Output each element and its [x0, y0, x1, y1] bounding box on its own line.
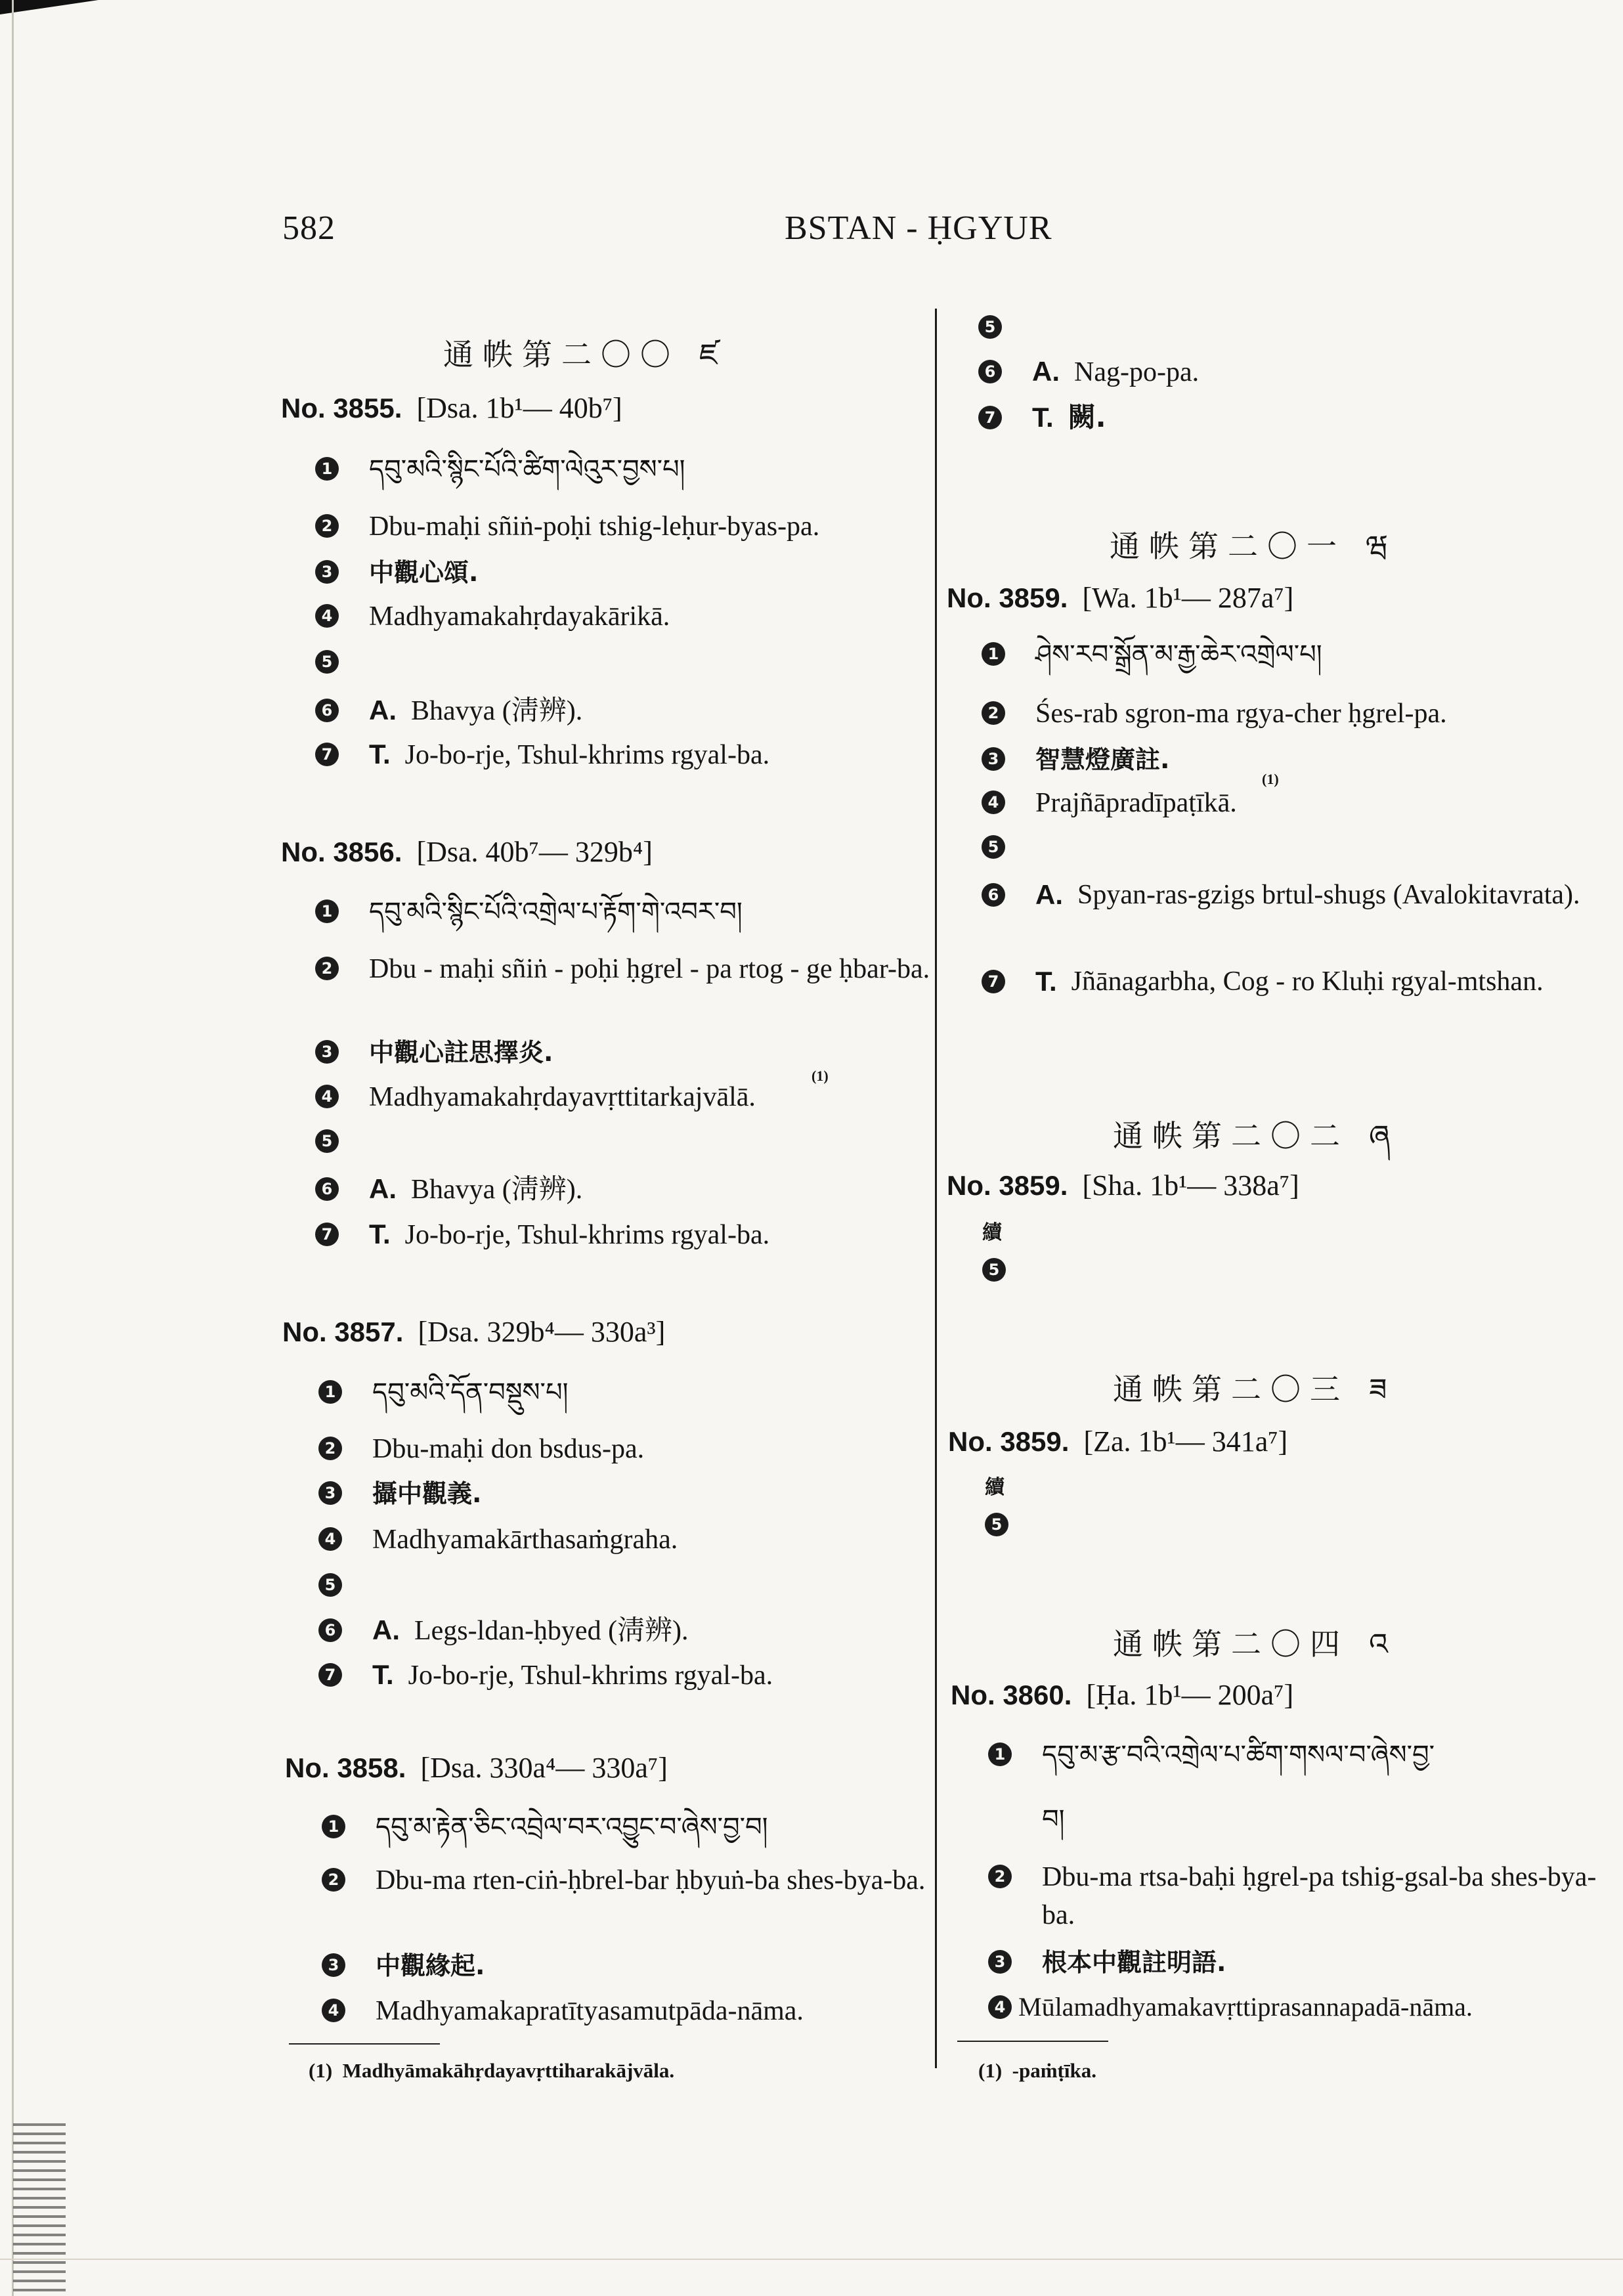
section-tibetan-letter: ཞ	[1369, 1118, 1391, 1154]
section-label: 通帙第二〇〇	[443, 337, 680, 372]
column-divider	[935, 309, 937, 2068]
tibetan-text: དབུ་མའི་སྙིང་པོའི་འགྲེལ་པ་རྟོག་གེ་འབར་བ།	[369, 897, 743, 927]
entry-heading	[282, 1315, 665, 1349]
entry-number: No. 3857.	[282, 1316, 404, 1347]
translator-text: Jo-bo-rje, Tshul-khrims rgyal-ba.	[408, 1660, 773, 1691]
field-marker-icon: 3	[988, 1950, 1012, 1974]
author	[315, 691, 582, 730]
entry-number: No. 3860.	[951, 1679, 1072, 1710]
empty-field	[982, 829, 1035, 867]
field-marker-icon: 7	[982, 970, 1005, 993]
section-tibetan-letter: འ	[1369, 1626, 1388, 1662]
section-label: 通帙第二〇三	[1113, 1372, 1349, 1407]
scan-corner-mark	[0, 0, 98, 14]
author-label: A.	[369, 1173, 397, 1204]
field-marker-icon: 3	[982, 747, 1005, 771]
sanskrit-text: Mūlamadhyamakavṛttiprasannapadā-nāma.	[1018, 1992, 1473, 2022]
sanskrit-title	[318, 1521, 678, 1559]
tibetan-title	[318, 1374, 568, 1412]
tibetan-text: ཤེས་རབ་སྒྲོན་མ་རྒྱ་ཆེར་འགྲེལ་པ།	[1035, 639, 1322, 670]
author-label: A.	[1035, 879, 1063, 910]
field-marker-icon: 2	[315, 514, 339, 538]
transliteration	[322, 1861, 953, 1899]
tibetan-title	[322, 1808, 768, 1846]
scan-bottom-edge	[0, 2259, 1623, 2260]
footnote-mark: (1)	[309, 2059, 333, 2082]
chinese-text: 中觀心註思擇炎.	[369, 1038, 553, 1067]
sanskrit-text: Prajñāpradīpaṭīkā.	[1035, 788, 1237, 818]
sanskrit-title	[315, 597, 670, 636]
author-text: Bhavya (淸辨).	[411, 696, 583, 726]
section-label: 通帙第二〇四	[1113, 1626, 1349, 1662]
field-marker-icon: 3	[322, 1953, 345, 1977]
entry-heading	[285, 1751, 668, 1785]
sanskrit-title	[982, 784, 1237, 822]
author-text: Spyan-ras-gzigs brtul-shugs (Avalokitavrata).	[1077, 880, 1580, 910]
author	[318, 1611, 689, 1650]
continued-mark: 續	[985, 1476, 1005, 1499]
field-marker-icon: 1	[982, 642, 1005, 666]
transliteration-text: Dbu - maḥi sñiṅ - poḥi ḥgrel - pa rtog - ge ḥbar-ba.	[369, 954, 930, 984]
entry-heading	[947, 1169, 1299, 1202]
transliteration	[982, 695, 1447, 733]
folio-reference: [Dsa. 329b⁴— 330a³]	[418, 1316, 666, 1348]
translator-label: T.	[372, 1659, 394, 1690]
chinese-title	[322, 1947, 485, 1985]
entry-number: No. 3856.	[281, 836, 402, 867]
entry-heading	[948, 1425, 1288, 1458]
empty-field	[978, 309, 1032, 347]
transliteration	[315, 950, 953, 988]
author-label: A.	[1032, 356, 1060, 387]
continued-mark: 續	[982, 1221, 1002, 1244]
footnote-text: -paṁṭīka.	[1012, 2059, 1096, 2082]
field-marker-icon: 1	[315, 899, 339, 923]
field-marker-icon: 3	[315, 560, 339, 584]
field-marker-icon: 5	[982, 1258, 1006, 1282]
field-marker-icon: 1	[988, 1743, 1012, 1766]
footnote-reference: (1)	[812, 1068, 829, 1084]
sanskrit-text: Madhyamakahṛdayakārikā.	[369, 601, 670, 632]
transliteration-text: Śes-rab sgron-ma rgya-cher ḥgrel-pa.	[1035, 699, 1447, 729]
tibetan-title	[315, 893, 743, 931]
footnote-rule	[957, 2041, 1108, 2042]
sanskrit-title	[315, 1078, 756, 1116]
field-marker-icon: 1	[322, 1815, 345, 1838]
tibetan-text: དབུ་མའི་དོན་བསྡུས་པ།	[372, 1377, 569, 1408]
field-marker-icon: 5	[982, 835, 1005, 859]
field-marker-icon: 2	[322, 1868, 345, 1892]
transliteration	[988, 1858, 1607, 1934]
entry-heading	[947, 581, 1293, 615]
chinese-text: 智慧燈廣註.	[1035, 745, 1170, 774]
empty-field	[982, 1251, 1036, 1289]
translator	[982, 963, 1590, 1001]
transliteration-text: Dbu-maḥi don bsdus-pa.	[372, 1434, 645, 1464]
field-marker-icon: 2	[315, 957, 339, 980]
field-marker-icon: 6	[982, 883, 1005, 907]
field-marker-icon: 5	[315, 650, 339, 674]
transliteration-text: Dbu-maḥi sñiṅ-poḥi tshig-leḥur-byas-pa.	[369, 511, 820, 542]
field-marker-icon: 5	[985, 1513, 1008, 1536]
footnote	[978, 2059, 1096, 2083]
author	[978, 353, 1199, 391]
transliteration	[318, 1430, 644, 1468]
field-marker-icon: 1	[315, 457, 339, 481]
sanskrit-title	[322, 1992, 804, 2030]
section-tibetan-letter: ཝ	[1366, 529, 1389, 564]
translator-text: 闕.	[1068, 401, 1106, 433]
translator-label: T.	[1035, 966, 1057, 997]
empty-field	[318, 1567, 372, 1605]
section-label: 通帙第二〇一	[1110, 529, 1346, 564]
chinese-title	[982, 741, 1169, 779]
field-marker-icon: 4	[315, 1085, 339, 1108]
field-marker-icon: 2	[988, 1865, 1012, 1888]
folio-reference: [Sha. 1b¹— 338a⁷]	[1082, 1169, 1299, 1202]
entry-number: No. 3859.	[948, 1426, 1070, 1457]
field-marker-icon: 4	[318, 1527, 342, 1551]
tibetan-text: དབུ་མ་རྟེན་ཅིང་འབྲེལ་བར་འབྱུང་བ་ཞེས་བྱ་བ།	[376, 1812, 768, 1842]
field-marker-icon: 7	[315, 743, 339, 766]
field-marker-icon: 7	[978, 406, 1002, 429]
tibetan-text: དབུ་མ་རྩ་བའི་འགྲེལ་པ་ཚིག་གསལ་བ་ཞེས་བྱ་	[1042, 1740, 1435, 1770]
field-marker-icon: 7	[318, 1663, 342, 1687]
field-marker-icon: 6	[318, 1618, 342, 1642]
field-marker-icon: 3	[318, 1481, 342, 1505]
field-marker-icon: 6	[315, 1177, 339, 1201]
page-number: 582	[282, 209, 335, 247]
sanskrit-text: Madhyamakārthasaṁgraha.	[372, 1525, 678, 1555]
folio-reference: [Za. 1b¹— 341a⁷]	[1083, 1425, 1288, 1458]
footnote-text: Madhyāmakāhṛdayavṛttiharakājvāla.	[342, 2059, 675, 2082]
empty-field	[315, 643, 369, 682]
author	[315, 1170, 582, 1209]
field-marker-icon: 1	[318, 1380, 342, 1404]
field-marker-icon: 4	[315, 604, 339, 628]
folio-reference: [Dsa. 330a⁴— 330a⁷]	[420, 1752, 668, 1784]
translator-text: Jo-bo-rje, Tshul-khrims rgyal-ba.	[404, 1220, 770, 1250]
field-marker-icon: 4	[988, 1995, 1012, 2019]
folio-reference: [Dsa. 1b¹— 40b⁷]	[416, 392, 622, 424]
entry-heading	[951, 1678, 1293, 1712]
chinese-title	[318, 1475, 481, 1513]
author-label: A.	[369, 695, 397, 726]
translator-label: T.	[369, 739, 391, 769]
section-tibetan-letter: ཟ	[1369, 1372, 1387, 1407]
translator-text: Jñānagarbha, Cog - ro Kluḥi rgyal-mtshan.	[1071, 966, 1544, 997]
chinese-text: 中觀緣起.	[376, 1951, 485, 1980]
footnote-mark: (1)	[978, 2059, 1003, 2082]
running-title: BSTAN - ḤGYUR	[785, 209, 1052, 247]
field-marker-icon: 5	[318, 1573, 342, 1597]
transliteration-text: Dbu-ma rten-ciṅ-ḥbrel-bar ḥbyuṅ-ba shes-bya-ba.	[376, 1865, 926, 1895]
field-marker-icon: 7	[315, 1223, 339, 1246]
tibetan-title	[315, 450, 685, 488]
author-text: Nag-po-pa.	[1074, 357, 1200, 387]
entry-number: No. 3858.	[285, 1752, 406, 1783]
field-marker-icon: 4	[322, 1999, 345, 2022]
transliteration	[315, 508, 819, 546]
translator	[315, 1215, 769, 1254]
empty-field	[985, 1506, 1039, 1544]
sanskrit-text: Madhyamakahṛdayavṛttitarkajvālā.	[369, 1082, 756, 1112]
folio-reference: [Wa. 1b¹— 287a⁷]	[1082, 582, 1294, 614]
field-marker-icon: 4	[982, 791, 1005, 814]
field-marker-icon: 5	[978, 315, 1002, 339]
empty-field	[315, 1123, 369, 1161]
entry-heading	[281, 835, 653, 869]
author-text: Bhavya (淸辨).	[411, 1175, 583, 1205]
entry-number: No. 3859.	[947, 582, 1068, 613]
translator	[978, 399, 1106, 437]
transliteration-text: Dbu-ma rtsa-baḥi ḥgrel-pa tshig-gsal-ba shes-bya-ba.	[1042, 1862, 1597, 1930]
entry-number: No. 3855.	[281, 393, 402, 423]
scan-edge-dots	[13, 2121, 66, 2291]
chinese-text: 根本中觀註明語.	[1042, 1948, 1226, 1977]
section-tibetan-letter: ཛ	[699, 337, 718, 372]
tibetan-text: དབུ་མའི་སྙིང་པོའི་ཚིག་ལེའུར་བྱས་པ།	[369, 454, 685, 485]
field-marker-icon: 6	[315, 699, 339, 722]
author-text: Legs-ldan-ḥbyed (淸辨).	[414, 1616, 689, 1646]
author-label: A.	[372, 1614, 400, 1645]
translator-label: T.	[1032, 402, 1054, 433]
scan-left-edge	[12, 0, 14, 2296]
tibetan-title	[988, 1736, 1435, 1774]
sanskrit-text: Madhyamakapratītyasamutpāda-nāma.	[376, 1996, 804, 2026]
field-marker-icon: 3	[315, 1040, 339, 1064]
sanskrit-title	[988, 1988, 1473, 2026]
translator-text: Jo-bo-rje, Tshul-khrims rgyal-ba.	[404, 740, 770, 770]
author	[982, 876, 1590, 915]
chinese-text: 攝中觀義.	[372, 1479, 482, 1508]
folio-reference: [Dsa. 40b⁷— 329b⁴]	[416, 836, 653, 868]
footnote-reference: (1)	[1262, 771, 1279, 787]
section-label: 通帙第二〇二	[1113, 1118, 1349, 1154]
entry-number: No. 3859.	[947, 1170, 1068, 1201]
field-marker-icon: 2	[318, 1437, 342, 1460]
field-marker-icon: 2	[982, 701, 1005, 725]
footnote	[309, 2059, 674, 2083]
chinese-title	[315, 1033, 553, 1072]
chinese-text: 中觀心頌.	[369, 558, 479, 587]
tibetan-title	[982, 636, 1322, 674]
field-marker-icon: 5	[315, 1129, 339, 1153]
translator	[315, 735, 769, 774]
folio-reference: [Ḥa. 1b¹— 200a⁷]	[1086, 1679, 1294, 1711]
footnote-rule	[289, 2043, 440, 2045]
entry-heading	[281, 391, 622, 425]
chinese-title	[988, 1943, 1226, 1982]
field-marker-icon: 6	[978, 360, 1002, 383]
translator	[318, 1656, 773, 1695]
translator-label: T.	[369, 1219, 391, 1249]
chinese-title	[315, 553, 478, 592]
tibetan-title-continued: བ།	[1042, 1804, 1065, 1834]
